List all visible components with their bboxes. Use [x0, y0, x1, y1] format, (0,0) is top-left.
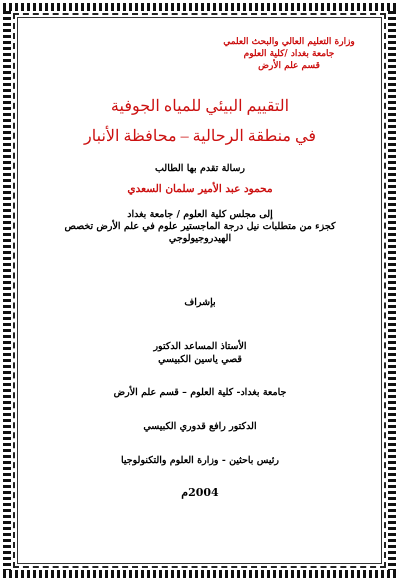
supervisor2-affiliation: رئيس باحثين - وزارة العلوم والتكنولوجيا [121, 455, 279, 466]
institution-header [204, 36, 374, 72]
supervisor1-name: قصي ياسين الكبيسي [158, 354, 242, 365]
submission-purpose-line1: كجزء من متطلبات نيل درجة الماجستير علوم في علم الأرض تخصص [64, 221, 336, 232]
thesis-title-line1: التقييم البيئي للمياه الجوفية [110, 98, 290, 115]
university-name: جامعة بغداد /كلية العلوم [243, 49, 335, 59]
supervisor1-rank: الأستاذ المساعد الدكتور [153, 341, 247, 352]
supervisor1-affiliation: جامعة بغداد- كلية العلوم – قسم علم الأرض [113, 387, 287, 398]
supervision-label: بإشراف [184, 297, 216, 308]
submission-purpose-line2: الهيدروجيولوجي [168, 233, 232, 244]
title-page [20, 20, 380, 560]
thesis-title [20, 92, 380, 152]
ministry-name: وزارة التعليم العالي والبحث العلمي [223, 37, 355, 47]
department-name: قسم علم الأرض [258, 61, 320, 71]
supervisor2-name: الدكتور رافع قدوري الكبيسي [143, 421, 257, 432]
year: 2004م [181, 486, 219, 499]
student-name: محمود عبد الأمير سلمان السعدي [127, 183, 273, 195]
submission-council: إلى مجلس كلية العلوم / جامعة بغداد [127, 209, 273, 220]
thesis-title-line2: في منطقة الرحالية – محافظة الأنبار [84, 128, 316, 145]
submission-intro: رسالة تقدم بها الطالب [154, 163, 246, 174]
